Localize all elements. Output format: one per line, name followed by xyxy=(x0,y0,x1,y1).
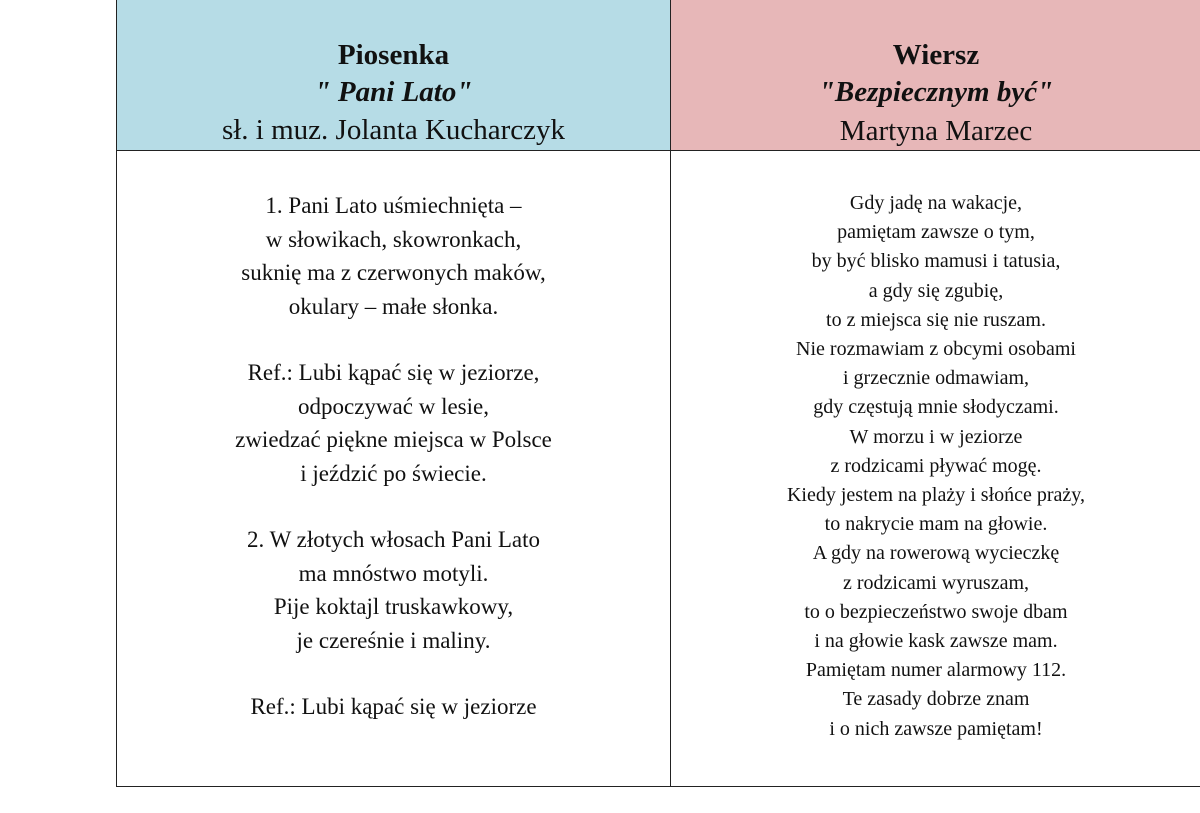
poem-text-cell xyxy=(671,150,1200,786)
poem-author: Martyna Marzec xyxy=(839,115,1033,147)
lyric-line: suknię ma z czerwonych maków, xyxy=(241,260,546,285)
song-lyrics xyxy=(117,189,670,757)
poem-header-cell xyxy=(671,0,1200,150)
poem-title: "Bezpiecznym być" xyxy=(818,76,1054,108)
song-lyrics-cell xyxy=(117,150,671,786)
poem-line: z rodzicami pływać mogę. xyxy=(830,454,1042,477)
lyric-line: odpoczywać w lesie, xyxy=(298,393,489,419)
poem-line: gdy częstują mnie słodyczami. xyxy=(813,396,1059,419)
lyric-line: 1. Pani Lato uśmiechnięta – xyxy=(265,193,522,218)
lyric-line: zwiedzać piękne miejsca w Polsce xyxy=(235,427,552,452)
poem-line: z rodzicami wyruszam, xyxy=(842,571,1030,594)
poem-line: Kiedy jestem na plaży i słońce praży, xyxy=(786,484,1086,507)
poem-line: a gdy się zgubię, xyxy=(868,279,1004,302)
song-stanza-2 xyxy=(117,523,670,657)
lyric-line: Ref.: Lubi kąpać się w jeziorze, xyxy=(247,360,540,385)
lyric-line: okulary – małe słonka. xyxy=(288,293,499,319)
poem-line: pamiętam zawsze o tym, xyxy=(837,221,1035,244)
lyric-line: Ref.: Lubi kąpać się w jeziorze xyxy=(250,694,537,719)
poem-line: Gdy jadę na wakacje, xyxy=(849,192,1023,214)
song-author: sł. i muz. Jolanta Kucharczyk xyxy=(221,114,566,146)
lyric-line: w słowikach, skowronkach, xyxy=(265,226,522,252)
song-refrain-1 xyxy=(117,356,670,490)
song-refrain-2 xyxy=(117,690,670,724)
lyric-line: je czereśnie i maliny. xyxy=(296,627,491,653)
song-header-cell xyxy=(117,0,671,150)
lyric-line: Pije koktajl truskawkowy, xyxy=(273,594,514,619)
poem-line: to o bezpieczeństwo swoje dbam xyxy=(804,600,1068,623)
poem-line: to z miejsca się nie ruszam. xyxy=(826,308,1046,331)
song-heading: Piosenka xyxy=(337,39,450,71)
poem-line: to nakrycie mam na głowie. xyxy=(824,513,1048,536)
poem-text xyxy=(671,189,1200,744)
song-title: " Pani Lato" xyxy=(314,76,473,108)
poem-line: by być blisko mamusi i tatusia, xyxy=(811,250,1061,273)
poem-heading: Wiersz xyxy=(892,39,980,71)
poem-line: A gdy na rowerową wycieczkę xyxy=(812,542,1060,565)
song-stanza-1 xyxy=(117,189,670,323)
poem-line: W morzu i w jeziorze xyxy=(849,425,1023,448)
content-table xyxy=(116,0,1200,787)
lyric-line: 2. W złotych włosach Pani Lato xyxy=(247,527,540,552)
lyric-line: i jeździć po świecie. xyxy=(300,460,487,486)
poem-line: i o nich zawsze pamiętam! xyxy=(829,717,1043,740)
poem-line: i na głowie kask zawsze mam. xyxy=(814,630,1058,653)
poem-line: Nie rozmawiam z obcymi osobami xyxy=(796,338,1076,361)
poem-line: Te zasady dobrze znam xyxy=(842,688,1030,711)
poem-line: i grzecznie odmawiam, xyxy=(842,367,1030,390)
poem-line: Pamiętam numer alarmowy 112. xyxy=(805,659,1067,682)
lyric-line: ma mnóstwo motyli. xyxy=(298,560,489,586)
